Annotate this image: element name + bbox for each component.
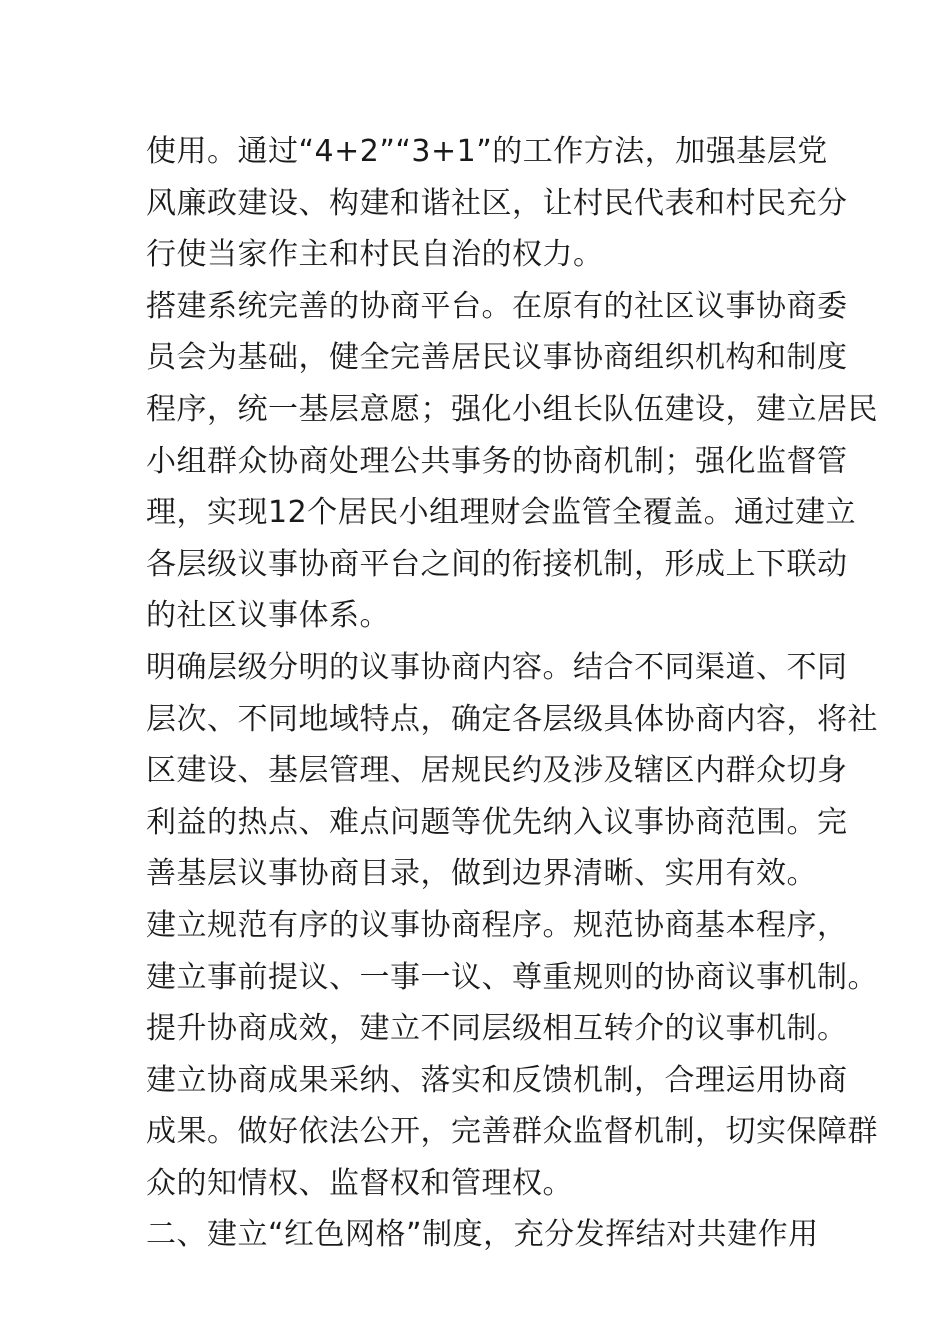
text-line: 程序，统一基层意愿；强化小组长队伍建设，建立居民 [146, 391, 878, 427]
text-line: 层次、不同地域特点，确定各层级具体协商内容，将社 [146, 701, 878, 737]
text-line: 理，实现12个居民小组理财会监管全覆盖。通过建立 [146, 495, 857, 531]
text-line: 建立规范有序的议事协商程序。规范协商基本程序， [146, 907, 848, 943]
section-heading: 二、建立“红色网格”制度，充分发挥结对共建作用 [146, 1217, 819, 1253]
body-text [146, 126, 878, 1261]
text-line: 善基层议事协商目录，做到边界清晰、实用有效。 [146, 856, 817, 892]
text-line: 建立事前提议、一事一议、尊重规则的协商议事机制。 [146, 959, 878, 995]
text-line: 成果。做好依法公开，完善群众监督机制，切实保障群 [146, 1114, 878, 1150]
text-line: 小组群众协商处理公共事务的协商机制；强化监督管 [146, 443, 848, 479]
text-line: 的社区议事体系。 [146, 598, 390, 634]
text-line: 提升协商成效，建立不同层级相互转介的议事机制。 [146, 1011, 848, 1047]
text-line: 各层级议事协商平台之间的衔接机制，形成上下联动 [146, 546, 848, 582]
text-line: 明确层级分明的议事协商内容。结合不同渠道、不同 [146, 649, 848, 685]
text-line: 员会为基础，健全完善居民议事协商组织机构和制度 [146, 340, 848, 376]
text-line: 区建设、基层管理、居规民约及涉及辖区内群众切身 [146, 753, 848, 789]
text-line: 使用。通过“4+2”“3+1”的工作方法，加强基层党 [146, 134, 828, 169]
text-line: 风廉政建设、构建和谐社区，让村民代表和村民充分 [146, 185, 848, 221]
text-line: 行使当家作主和村民自治的权力。 [146, 237, 604, 273]
text-line: 搭建系统完善的协商平台。在原有的社区议事协商委 [146, 288, 848, 324]
text-line: 利益的热点、难点问题等优先纳入议事协商范围。完 [146, 804, 848, 840]
text-line: 众的知情权、监督权和管理权。 [146, 1165, 573, 1201]
text-line: 建立协商成果采纳、落实和反馈机制，合理运用协商 [146, 1062, 848, 1098]
